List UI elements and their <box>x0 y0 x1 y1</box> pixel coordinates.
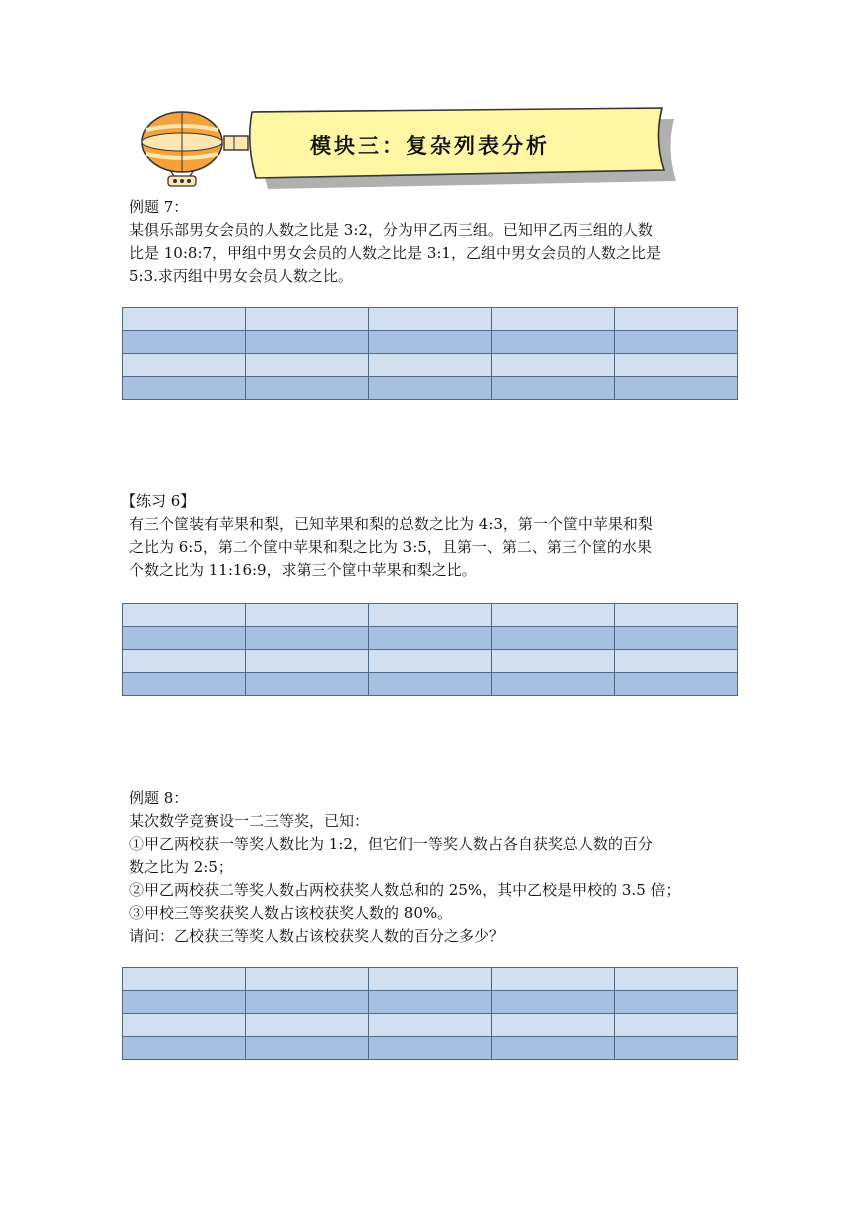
example-8-line: 某次数学竞赛设一二三等奖，已知： <box>129 812 370 830</box>
table-cell <box>369 377 492 400</box>
table-cell <box>246 627 369 650</box>
table-cell <box>492 331 615 354</box>
table-cell <box>246 991 369 1014</box>
table-row <box>123 1014 738 1037</box>
table-cell <box>369 1037 492 1060</box>
table-cell <box>615 650 738 673</box>
example-7 <box>129 196 749 288</box>
table-cell <box>123 627 246 650</box>
answer-table-example-8 <box>122 967 738 1060</box>
practice-6-heading: 【练习 6】 <box>121 492 196 510</box>
practice-6 <box>121 490 749 582</box>
table-cell <box>246 604 369 627</box>
example-8-line: 数之比为 2:5； <box>129 858 233 876</box>
example-7-line: 5:3.求丙组中男女会员人数之比。 <box>129 267 353 285</box>
table-cell <box>246 331 369 354</box>
table-cell <box>123 604 246 627</box>
table-cell <box>492 377 615 400</box>
table-row <box>123 604 738 627</box>
table-row <box>123 1037 738 1060</box>
table-row <box>123 331 738 354</box>
answer-table-example-7 <box>122 307 738 400</box>
table-row <box>123 308 738 331</box>
table-cell <box>492 673 615 696</box>
table-cell <box>492 627 615 650</box>
table-cell <box>123 991 246 1014</box>
table-cell <box>369 991 492 1014</box>
example-8-line: ①甲乙两校获一等奖人数比为 1:2，但它们一等奖人数占各自获奖总人数的百分 <box>129 835 653 853</box>
table-cell <box>123 1014 246 1037</box>
table-cell <box>492 604 615 627</box>
table-cell <box>246 308 369 331</box>
table-cell <box>369 627 492 650</box>
table-cell <box>246 968 369 991</box>
table-cell <box>123 650 246 673</box>
table-cell <box>492 968 615 991</box>
table-cell <box>123 354 246 377</box>
example-8-line: 请问：乙校获三等奖人数占该校获奖人数的百分之多少？ <box>129 927 505 945</box>
example-8 <box>129 787 749 948</box>
table-cell <box>369 331 492 354</box>
table-cell <box>246 377 369 400</box>
table-cell <box>246 1037 369 1060</box>
table-cell <box>369 968 492 991</box>
table-cell <box>615 308 738 331</box>
table-row <box>123 968 738 991</box>
practice-6-line: 个数之比为 11:16:9，求第三个筐中苹果和梨之比。 <box>129 561 477 579</box>
table-cell <box>492 1037 615 1060</box>
table-cell <box>246 354 369 377</box>
table-cell <box>123 377 246 400</box>
table-cell <box>123 1037 246 1060</box>
table-cell <box>615 1014 738 1037</box>
practice-6-line: 之比为 6:5，第二个筐中苹果和梨之比为 3:5，且第一、第二、第三个筐的水果 <box>129 538 652 556</box>
table-cell <box>615 354 738 377</box>
table-row <box>123 627 738 650</box>
table-cell <box>369 1014 492 1037</box>
table-cell <box>369 354 492 377</box>
table-cell <box>492 650 615 673</box>
table-cell <box>492 354 615 377</box>
table-row <box>123 354 738 377</box>
example-8-line: ③甲校三等奖获奖人数占该校获奖人数的 80%。 <box>129 904 453 922</box>
table-cell <box>123 331 246 354</box>
example-8-line: ②甲乙两校获二等奖人数占两校获奖人数总和的 25%，其中乙校是甲校的 3.5 倍； <box>129 881 681 899</box>
table-cell <box>246 1014 369 1037</box>
table-cell <box>492 308 615 331</box>
table-cell <box>246 650 369 673</box>
table-row <box>123 673 738 696</box>
practice-6-line: 有三个筐装有苹果和梨，已知苹果和梨的总数之比为 4:3，第一个筐中苹果和梨 <box>129 515 653 533</box>
table-row <box>123 377 738 400</box>
table-cell <box>492 1014 615 1037</box>
section-banner <box>140 104 680 190</box>
example-8-heading: 例题 8： <box>129 789 189 807</box>
table-cell <box>369 673 492 696</box>
example-7-line: 比是 10:8:7，甲组中男女会员的人数之比是 3:1，乙组中男女会员的人数之比是 <box>129 244 661 262</box>
table-cell <box>246 673 369 696</box>
table-cell <box>123 968 246 991</box>
table-cell <box>369 604 492 627</box>
table-cell <box>615 673 738 696</box>
table-row <box>123 991 738 1014</box>
table-cell <box>615 331 738 354</box>
table-cell <box>615 1037 738 1060</box>
table-cell <box>123 308 246 331</box>
example-7-heading: 例题 7： <box>129 198 189 216</box>
table-cell <box>492 991 615 1014</box>
table-cell <box>615 604 738 627</box>
table-cell <box>615 627 738 650</box>
table-cell <box>615 377 738 400</box>
table-cell <box>615 991 738 1014</box>
answer-table-practice-6 <box>122 603 738 696</box>
table-cell <box>369 650 492 673</box>
table-cell <box>615 968 738 991</box>
table-cell <box>123 673 246 696</box>
example-7-line: 某俱乐部男女会员的人数之比是 3:2，分为甲乙丙三组。已知甲乙丙三组的人数 <box>129 221 653 239</box>
banner-title: 模块三：复杂列表分析 <box>310 134 550 158</box>
table-row <box>123 650 738 673</box>
table-cell <box>369 308 492 331</box>
